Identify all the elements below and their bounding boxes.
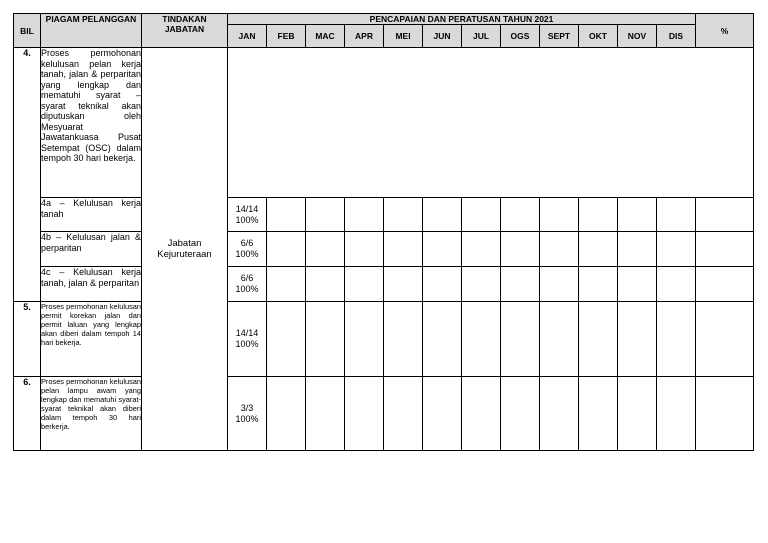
empty-cell [306, 198, 345, 232]
empty-cell [345, 302, 384, 377]
table-row [14, 232, 754, 267]
jan-value [228, 377, 267, 451]
empty-cell [657, 267, 696, 302]
empty-cell [384, 267, 423, 302]
empty-cell [696, 232, 754, 267]
empty-cell [618, 377, 657, 451]
empty-cell [540, 302, 579, 377]
header-percent: % [696, 14, 754, 48]
achievement-table [13, 13, 754, 451]
empty-cell [462, 302, 501, 377]
percent-text: 100% [235, 339, 259, 349]
jan-value [228, 267, 267, 302]
percent-text: 100% [235, 284, 259, 294]
department-name: Jabatan Kejuruteraan [142, 48, 228, 451]
header-month-nov: NOV [618, 25, 657, 48]
empty-cell [618, 198, 657, 232]
charter-description: Proses permohonan kelulusan permit korekan jalan dan permit laluan yang lengkap akan diberi dalam tempoh 14 hari bekerja. [41, 302, 142, 377]
header-bil: BIL [14, 14, 41, 48]
empty-cell [501, 232, 540, 267]
empty-cell [384, 377, 423, 451]
empty-cell [267, 302, 306, 377]
empty-cell [657, 232, 696, 267]
empty-cell [696, 267, 754, 302]
empty-cell [345, 232, 384, 267]
empty-cell [423, 377, 462, 451]
empty-cell [501, 267, 540, 302]
empty-cell [384, 302, 423, 377]
empty-cell [345, 267, 384, 302]
empty-cell [501, 302, 540, 377]
header-month-apr: APR [345, 25, 384, 48]
table-row [14, 48, 754, 198]
count-text: 14/14 [235, 203, 259, 214]
empty-cell [696, 198, 754, 232]
table-row [14, 377, 754, 451]
table-row [14, 267, 754, 302]
empty-cell [306, 232, 345, 267]
header-month-jan: JAN [228, 25, 267, 48]
empty-cell [228, 48, 754, 198]
empty-cell [579, 267, 618, 302]
empty-cell [696, 302, 754, 377]
empty-cell [501, 377, 540, 451]
jan-value [228, 302, 267, 377]
header-piagam: PIAGAM PELANGGAN [41, 14, 142, 48]
empty-cell [384, 232, 423, 267]
count-text: 3/3 [240, 402, 254, 413]
header-month-okt: OKT [579, 25, 618, 48]
empty-cell [618, 302, 657, 377]
empty-cell [696, 377, 754, 451]
empty-cell [345, 377, 384, 451]
empty-cell [423, 232, 462, 267]
empty-cell [618, 267, 657, 302]
empty-cell [267, 232, 306, 267]
empty-cell [306, 267, 345, 302]
percent-text: 100% [235, 214, 259, 225]
empty-cell [462, 232, 501, 267]
row-number: 5. [14, 302, 41, 377]
percent-text: 100% [235, 249, 259, 259]
empty-cell [345, 198, 384, 232]
empty-cell [579, 198, 618, 232]
row-number: 6. [14, 377, 41, 451]
charter-description: Proses permohonan kelulusan pelan kerja tanah, jalan & perparitan yang lengkap dan mematuhi syarat – syarat teknikal akan diputuskan oleh Mesyuarat Jawatankuasa Pusat Setempat (OSC) dalam tempoh 30 hari bekerja. [41, 48, 142, 198]
empty-cell [306, 377, 345, 451]
empty-cell [423, 267, 462, 302]
header-month-sept: SEPT [540, 25, 579, 48]
empty-cell [540, 198, 579, 232]
empty-cell [540, 232, 579, 267]
header-month-jun: JUN [423, 25, 462, 48]
empty-cell [618, 232, 657, 267]
empty-cell [579, 302, 618, 377]
header-tindakan: TINDAKAN JABATAN [142, 14, 228, 48]
empty-cell [267, 377, 306, 451]
header-month-ogs: OGS [501, 25, 540, 48]
table-row [14, 198, 754, 232]
empty-cell [657, 302, 696, 377]
header-month-dis: DIS [657, 25, 696, 48]
empty-cell [540, 377, 579, 451]
jan-value [228, 232, 267, 267]
empty-cell [267, 198, 306, 232]
empty-cell [384, 198, 423, 232]
charter-description: Proses permohonan kelulusan pelan lampu awam yang lengkap dan mematuhi syarat-syarat teknikal akan diberi dalam tempoh 30 hari berkerja. [41, 377, 142, 451]
empty-cell [423, 198, 462, 232]
header-month-mac: MAC [306, 25, 345, 48]
header-month-mei: MEI [384, 25, 423, 48]
charter-description: 4a – Kelulusan kerja tanah [41, 198, 142, 232]
empty-cell [579, 377, 618, 451]
charter-description: 4b – Kelulusan jalan & perparitan [41, 232, 142, 267]
empty-cell [462, 198, 501, 232]
empty-cell [657, 198, 696, 232]
count-text: 6/6 [240, 238, 254, 248]
charter-description: 4c – Kelulusan kerja tanah, jalan & perparitan [41, 267, 142, 302]
header-month-feb: FEB [267, 25, 306, 48]
jan-value [228, 198, 267, 232]
empty-cell [423, 302, 462, 377]
row-number: 4. [14, 48, 41, 302]
empty-cell [657, 377, 696, 451]
empty-cell [462, 377, 501, 451]
percent-text: 100% [235, 413, 259, 424]
empty-cell [501, 198, 540, 232]
count-text: 6/6 [240, 273, 254, 283]
count-text: 14/14 [235, 328, 259, 338]
empty-cell [462, 267, 501, 302]
empty-cell [579, 232, 618, 267]
header-pencapaian: PENCAPAIAN DAN PERATUSAN TAHUN 2021 [228, 14, 696, 25]
table-row [14, 302, 754, 377]
empty-cell [540, 267, 579, 302]
header-month-jul: JUL [462, 25, 501, 48]
empty-cell [267, 267, 306, 302]
empty-cell [306, 302, 345, 377]
